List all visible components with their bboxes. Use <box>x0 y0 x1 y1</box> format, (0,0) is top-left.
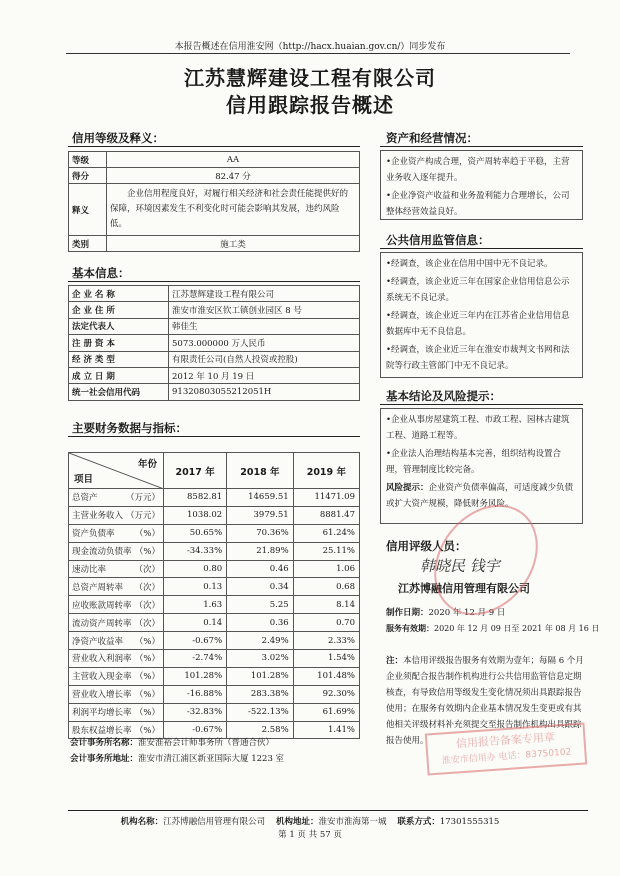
rating-company: 江苏博融信用管理有限公司 <box>398 582 530 595</box>
financial-item-unit: （%） <box>134 690 160 701</box>
basic-info-row <box>69 318 360 334</box>
basic-info-label: 统一社会信用代码 <box>69 384 169 400</box>
basic-info-label: 注 册 资 本 <box>69 335 169 351</box>
financial-value-cell: 25.11% <box>293 542 359 560</box>
publication-note: 本报告概述在信用淮安网（http://hacx.huaian.gov.cn/）同步发布 <box>174 42 446 52</box>
supervision-box <box>380 252 583 378</box>
financial-row <box>69 685 360 703</box>
financial-item-cell <box>69 489 164 507</box>
validity-note-label: 注： <box>386 656 404 666</box>
financial-item-unit: （次） <box>134 582 160 593</box>
basic-info-value: 有限责任公司(自然人投资或控股) <box>169 351 360 367</box>
financial-row <box>69 542 360 560</box>
financial-value-cell: 2.49% <box>227 632 294 650</box>
financial-row <box>69 560 360 578</box>
financial-item-cell <box>69 524 164 542</box>
financial-value-cell: 92.30% <box>293 685 359 703</box>
financial-item-cell <box>69 685 164 703</box>
rating-label: 等级 <box>69 152 107 168</box>
financial-value-cell: -2.74% <box>164 650 227 668</box>
rating-category-value: 施工类 <box>107 236 360 252</box>
conclusion-heading: 基本结论及风险提示： <box>386 389 501 403</box>
financial-value-cell: 11471.09 <box>293 489 359 507</box>
basic-info-table <box>68 285 360 401</box>
financial-row <box>69 489 360 507</box>
service-period-line <box>386 623 599 634</box>
financial-row <box>69 632 360 650</box>
rating-label: 类别 <box>69 236 107 252</box>
financial-row <box>69 506 360 524</box>
financial-item-name: 现金流动负债率 <box>72 547 132 558</box>
financial-item-unit: （次） <box>134 618 160 629</box>
accounting-address-label: 会计事务所地址： <box>70 754 139 764</box>
footer-info <box>0 815 620 827</box>
financial-value-cell: 101.28% <box>227 667 294 685</box>
financial-item-cell <box>69 650 164 668</box>
financial-value-cell: 0.34 <box>227 578 294 596</box>
financial-value-cell: 5.25 <box>227 596 294 614</box>
financial-value-cell: 1.54% <box>293 650 359 668</box>
financial-row <box>69 667 360 685</box>
financial-value-cell: -16.88% <box>164 685 227 703</box>
basic-info-value: 韩佳生 <box>169 318 360 334</box>
financial-corner-cell <box>69 453 164 489</box>
year-header: 2019 年 <box>293 453 359 489</box>
financial-item-name: 营业收入增长率 <box>72 690 132 701</box>
basic-info-label: 法定代表人 <box>69 318 169 334</box>
financial-value-cell: 101.28% <box>164 667 227 685</box>
basic-info-row <box>69 302 360 318</box>
financial-value-cell: -0.67% <box>164 721 227 739</box>
financial-value-cell: -0.67% <box>164 632 227 650</box>
financial-value-cell: 50.65% <box>164 524 227 542</box>
financial-item-unit: （%） <box>134 529 160 540</box>
financial-item-cell <box>69 560 164 578</box>
financial-item-name: 应收账款周转率 <box>72 600 132 611</box>
financial-row <box>69 650 360 668</box>
basic-info-label: 经 济 类 型 <box>69 351 169 367</box>
financial-row <box>69 614 360 632</box>
corner-item-label: 项目 <box>74 474 94 485</box>
signature: 韩晓民 钱宇 <box>420 557 500 575</box>
made-date-value: 2020 年 12 月 9 日 <box>428 608 506 618</box>
financial-value-cell: 61.69% <box>293 703 359 721</box>
basic-info-heading-rule <box>68 281 360 282</box>
financial-header-row <box>69 453 360 489</box>
basic-info-row <box>69 286 360 302</box>
financial-item-name: 速动比率 <box>72 565 107 575</box>
financial-value-cell: 61.24% <box>293 524 359 542</box>
service-period-label: 服务有效期： <box>386 624 434 633</box>
page-number: 第 1 页 共 57 页 <box>278 830 342 840</box>
financial-item-unit: （%） <box>134 672 160 683</box>
conclusion-item: • 企业从事房屋建筑工程、市政工程、园林古建筑工程、道路工程等。 <box>386 412 577 444</box>
financial-value-cell: 1.41% <box>293 721 359 739</box>
financial-value-cell: 14659.51 <box>227 489 294 507</box>
financial-value-cell: -522.13% <box>227 703 294 721</box>
financial-body <box>69 489 360 739</box>
basic-info-value: 91320803055212051H <box>169 384 360 400</box>
financial-item-unit: （%） <box>134 726 160 737</box>
assets-heading-rule <box>380 146 583 147</box>
financial-value-cell: 21.89% <box>227 542 294 560</box>
financial-item-cell <box>69 506 164 524</box>
basic-info-value: 淮安市淮安区钦工镇创业园区 8 号 <box>169 302 360 318</box>
supervision-item: • 经调查，该企业近三年在国家企业信用信息公示系统无不良记录。 <box>386 274 577 306</box>
filing-seal-line1: 信用报告备案专用章 <box>455 730 556 751</box>
financial-value-cell: 101.48% <box>293 667 359 685</box>
financial-value-cell: 1.63 <box>164 596 227 614</box>
financial-value-cell: 0.80 <box>164 560 227 578</box>
financial-item-unit: （次） <box>134 600 160 611</box>
financial-value-cell: 283.38% <box>227 685 294 703</box>
financial-item-name: 总资产周转率 <box>72 582 124 593</box>
assets-box <box>380 150 583 220</box>
conclusion-item: • 企业法人治理结构基本完善，组织结构设置合理，管理制度比较完备。 <box>386 446 577 478</box>
financial-row <box>69 596 360 614</box>
financial-item-name: 主营收入现金率 <box>72 672 132 683</box>
financial-item-unit: （万元） <box>125 493 160 504</box>
basic-info-row <box>69 351 360 367</box>
financial-item-unit: （%） <box>134 654 160 665</box>
financial-value-cell: 0.70 <box>293 614 359 632</box>
rating-staff-heading: 信用评级人员： <box>386 539 467 553</box>
financial-item-name: 股东权益增长率 <box>72 726 132 737</box>
conclusion-heading-rule <box>380 404 583 405</box>
financial-value-cell: 0.68 <box>293 578 359 596</box>
supervision-item: • 经调查，该企业在信用中国中无不良记录。 <box>386 256 577 272</box>
basic-info-row <box>69 367 360 383</box>
rating-heading-rule <box>68 146 360 147</box>
risk-tip-text: 企业资产负债率偏高，可适度减少负债或扩大资产规模，降低财务风险。 <box>386 483 574 509</box>
accounting-firm-value: 淮安淮裕会计师事务所（普通合伙） <box>138 738 275 748</box>
financial-value-cell: 1.06 <box>293 560 359 578</box>
service-period-value: 2020 年 12 月 09 日至 2021 年 08 月 16 日 <box>434 624 600 633</box>
financial-row <box>69 524 360 542</box>
accounting-address-value: 淮安市清江浦区新亚国际大厦 1223 室 <box>138 754 285 764</box>
header-rule <box>66 53 570 54</box>
financial-item-cell <box>69 542 164 560</box>
supervision-item: • 经调查，该企业近三年在淮安市裁判文书网和法院等行政主管部门中无不良记录。 <box>386 342 577 374</box>
rating-row-meaning <box>69 184 360 236</box>
rating-label: 得分 <box>69 168 107 184</box>
footer-addr-value: 淮安市淮海第一城 <box>318 817 387 827</box>
supervision-heading: 公共信用监管信息： <box>386 233 490 247</box>
accounting-firm-line <box>70 736 274 748</box>
financial-value-cell: -34.33% <box>164 542 227 560</box>
validity-note-text: 本信用评级报告服务有效期为壹年；每隔 6 个月企业须配合报告制作机构进行公共信用监管信息定期核查，有导致信用等级发生变化情况须出具跟踪报告使用；在服务有效期内企业基本情况发生变更或有其他相关评级材料补充须提交至报告制作机构出具跟踪报告使用。 <box>386 656 584 746</box>
assets-item: • 企业资产构成合理，资产周转率趋于平稳，主营业务收入逐年提升。 <box>386 154 577 186</box>
financial-item-name: 总资产 <box>72 493 98 504</box>
rating-row-score <box>69 168 360 184</box>
rating-label: 释义 <box>69 184 107 236</box>
footer-org-label: 机构名称： <box>120 817 164 827</box>
financial-item-unit: （%） <box>134 708 160 719</box>
basic-info-value: 2012 年 10 月 19 日 <box>169 367 360 383</box>
financial-item-name: 净资产收益率 <box>72 636 124 647</box>
financial-item-cell <box>69 614 164 632</box>
basic-info-value: 5073.000000 万人民币 <box>169 335 360 351</box>
financial-item-name: 营业收入利润率 <box>72 654 132 665</box>
report-title: 信用跟踪报告概述 <box>226 93 394 117</box>
rating-table <box>68 151 360 252</box>
filing-seal-line2: 淮安市信用办 电话：83750102 <box>441 747 572 767</box>
financial-item-cell <box>69 596 164 614</box>
financial-value-cell: 2.58% <box>227 721 294 739</box>
assets-heading: 资产和经营情况： <box>386 131 478 145</box>
financial-value-cell: 0.36 <box>227 614 294 632</box>
financial-value-cell: 8.14 <box>293 596 359 614</box>
financial-item-unit: （次） <box>134 565 160 575</box>
financial-item-unit: （%） <box>134 636 160 647</box>
financial-item-cell <box>69 632 164 650</box>
financial-value-cell: 3.02% <box>227 650 294 668</box>
supervision-heading-rule <box>380 248 583 249</box>
financial-value-cell: 1038.02 <box>164 506 227 524</box>
financial-heading-rule <box>68 436 360 437</box>
assets-item: • 企业净资产收益和业务盈利能力合理增长，公司整体经营效益良好。 <box>386 188 577 220</box>
footer-phone-value: 17301555315 <box>439 817 500 827</box>
year-header: 2018 年 <box>227 453 294 489</box>
rating-level-value: AA <box>107 152 360 168</box>
financial-value-cell: 8582.81 <box>164 489 227 507</box>
financial-item-unit: （%） <box>134 547 160 558</box>
financial-item-name: 流动资产周转率 <box>72 618 132 629</box>
financial-item-name: 主营业务收入 <box>72 511 124 522</box>
financial-value-cell: 0.14 <box>164 614 227 632</box>
basic-info-label: 企 业 名 称 <box>69 286 169 302</box>
basic-info-row <box>69 335 360 351</box>
financial-value-cell: -32.83% <box>164 703 227 721</box>
supervision-item: • 经调查，该企业近三年内在江苏省企业信用信息数据库中无不良信息。 <box>386 308 577 340</box>
financial-row <box>69 703 360 721</box>
footer-phone-label: 联系方式： <box>397 817 440 827</box>
basic-info-heading: 基本信息： <box>72 266 130 280</box>
financial-value-cell: 0.13 <box>164 578 227 596</box>
company-title: 江苏慧辉建设工程有限公司 <box>184 66 436 90</box>
rating-row-level <box>69 152 360 168</box>
financial-heading: 主要财务数据与指标： <box>72 421 187 435</box>
basic-info-label: 成 立 日 期 <box>69 367 169 383</box>
year-header: 2017 年 <box>164 453 227 489</box>
financial-table <box>68 452 360 739</box>
financial-item-unit: （万元） <box>125 511 160 522</box>
rating-score-value: 82.47 分 <box>107 168 360 184</box>
basic-info-value: 江苏慧辉建设工程有限公司 <box>169 286 360 302</box>
basic-info-label: 企 业 住 所 <box>69 302 169 318</box>
basic-info-row <box>69 384 360 400</box>
financial-row <box>69 578 360 596</box>
accounting-address-line <box>70 752 284 764</box>
financial-item-name: 利润平均增长率 <box>72 708 132 719</box>
corner-year-label: 年份 <box>137 459 157 470</box>
rating-heading: 信用等级及释义： <box>72 131 164 145</box>
rating-row-category <box>69 236 360 252</box>
financial-value-cell: 3979.51 <box>227 506 294 524</box>
financial-item-cell <box>69 667 164 685</box>
footer-addr-label: 机构地址： <box>275 817 319 827</box>
rating-meaning-value: 企业信用程度良好，对履行相关经济和社会责任能提供好的保障，环境因素发生不利变化时可能会影响其发展，违约风险低。 <box>107 184 360 236</box>
financial-value-cell: 70.36% <box>227 524 294 542</box>
financial-value-cell: 2.33% <box>293 632 359 650</box>
financial-item-cell <box>69 578 164 596</box>
financial-item-cell <box>69 703 164 721</box>
risk-tip-label: 风险提示： <box>386 483 429 493</box>
financial-value-cell: 0.46 <box>227 560 294 578</box>
footer-rule <box>68 810 588 811</box>
accounting-firm-label: 会计事务所名称： <box>70 738 139 748</box>
made-date-label: 制作日期： <box>386 608 429 618</box>
financial-value-cell: 8881.47 <box>293 506 359 524</box>
footer-org-value: 江苏博融信用管理有限公司 <box>163 817 266 827</box>
financial-item-name: 资产负债率 <box>72 529 115 540</box>
